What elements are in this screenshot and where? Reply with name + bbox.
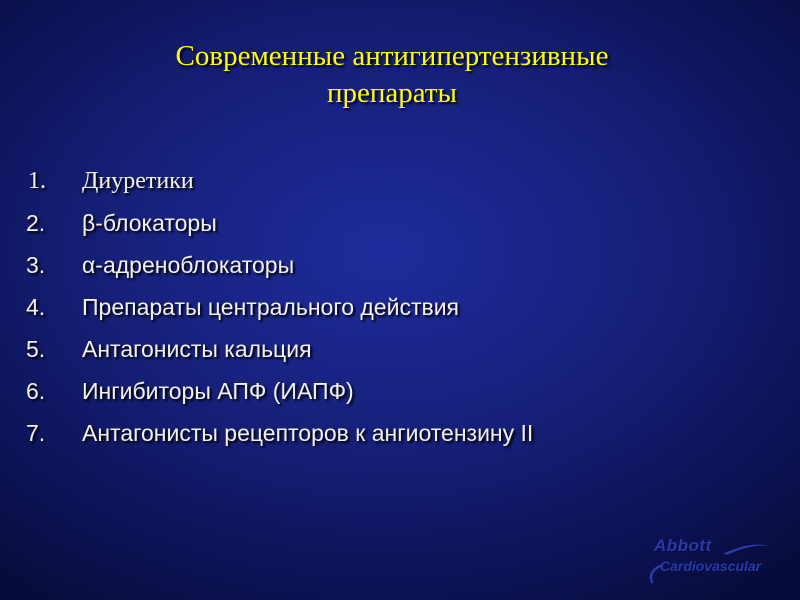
logo-line-2: Cardiovascular <box>660 558 762 574</box>
list-item-label: Диуретики <box>82 168 194 194</box>
list-item-label: Антагонисты рецепторов к ангиотензину II <box>82 420 534 446</box>
list-item-number: 3. <box>26 252 46 278</box>
list-item-number: 5. <box>26 336 46 362</box>
list-item-number: 1. <box>28 168 46 194</box>
abbott-cardiovascular-logo <box>646 536 786 586</box>
list-item-label: Ингибиторы АПФ (ИАПФ) <box>82 378 354 404</box>
title-line-1: Современные антигипертензивные <box>175 40 609 72</box>
logo-line-1: Abbott <box>654 536 712 555</box>
list-item-number: 6. <box>26 378 46 404</box>
list-item-label: β-блокаторы <box>82 210 217 236</box>
slide-title <box>0 38 784 112</box>
list-item-number: 2. <box>26 210 46 236</box>
title-line-2: препараты <box>326 77 458 109</box>
list-item-number: 7. <box>26 420 46 446</box>
list-item-number: 4. <box>26 294 46 320</box>
list-item-label: Препараты центрального действия <box>82 294 459 320</box>
list-item-label: α-адреноблокаторы <box>82 252 295 278</box>
list-item-label: Антагонисты кальция <box>82 336 312 362</box>
